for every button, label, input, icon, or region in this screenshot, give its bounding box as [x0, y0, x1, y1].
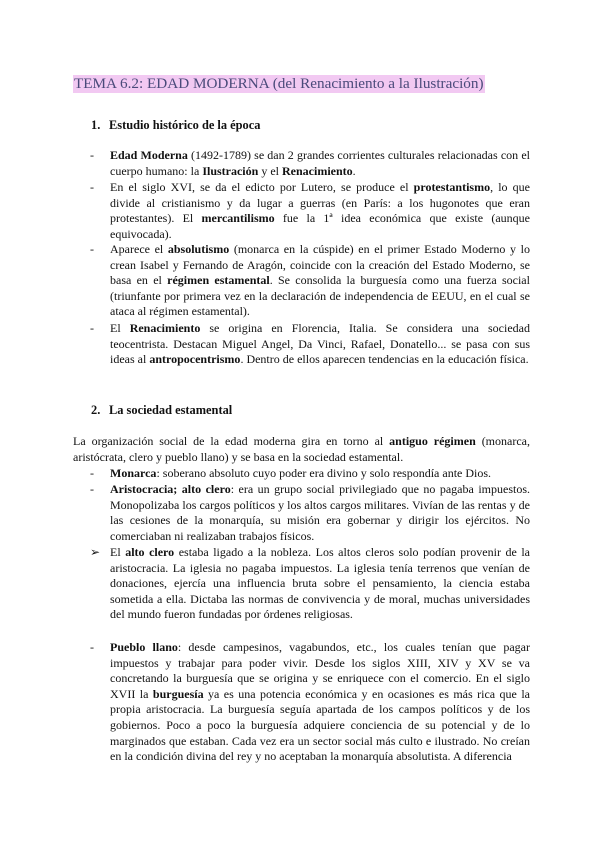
section-title: La sociedad estamental	[109, 403, 233, 417]
dash-marker: -	[90, 180, 94, 194]
dash-marker: -	[90, 482, 94, 496]
list-item: ➢ El alto clero estaba ligado a la nobleza. Los altos cleros solo podían provenir de la aristocracia. La iglesia no pagaba impuestos. La iglesia tenía terrenos que venían de donaciones, ejercía una influencia bruta sobre el pensamiento, la ciencia estaba sometida a ella. Dictaba las normas de convivencia y de moral, muchas universidades del mundo fueron fundadas por órdenes religiosas.	[90, 545, 530, 622]
section-heading-2	[91, 402, 232, 418]
section-number: 2.	[91, 403, 101, 417]
section-number: 1.	[91, 118, 101, 132]
section-heading-1	[91, 117, 260, 133]
dash-marker: -	[90, 640, 94, 654]
dash-marker: -	[90, 242, 94, 256]
section-title: Estudio histórico de la época	[109, 118, 261, 132]
list-item: - Aparece el absolutismo (monarca en la cúspide) en el primer Estado Moderno y lo crean Isabel y Fernando de Aragón, coincide con la creación del Estado Moderno, se basa en el régimen estamental. Se consolida la burguesía como una fuerza social (triunfante por primera vez en la declaración de independencia de EEUU, en el cual se ataca al régimen estamental).	[90, 242, 530, 319]
list-item: - Pueblo llano: desde campesinos, vagabundos, etc., los cuales tenían que pagar impuestos y trabajar para poder vivir. Desde los siglos XIII, XIV y XV se va concretando la burguesía que se origina y se enriquece con el comercio. En el siglo XVII la burguesía ya es una potencia económica y en ocasiones es más rica que la propia aristocracia. La burguesía seguía apartada de los campos políticos y de los gobiernos. Poco a poco la burguesía adquiere conciencia de su potencial y de lo marginados que estaban. Cada vez era un sector social más culto e ilustrado. No creían en la condición divina del rey y no aceptaban la monarquía absolutista. A diferencia	[90, 640, 530, 764]
dash-marker: -	[90, 321, 94, 335]
list-item: - El Renacimiento se origina en Florencia, Italia. Se considera una sociedad teocentrista. Destacan Miguel Angel, Da Vinci, Rafael, Donatello... se pasa con sus ideas al antropocentrismo. Dentro de ellos aparecen tendencias en la educación física.	[90, 321, 530, 367]
list-item: - Monarca: soberano absoluto cuyo poder era divino y solo respondía ante Dios.	[90, 466, 492, 480]
arrow-marker: ➢	[90, 545, 101, 559]
dash-marker: -	[90, 466, 94, 480]
document-title: TEMA 6.2: EDAD MODERNA (del Renacimiento a la Ilustración)	[74, 75, 484, 92]
intro-paragraph: La organización social de la edad moderna gira en torno al antiguo régimen (monarca, aristócrata, clero y pueblo llano) y se basa en la sociedad estamental.	[73, 434, 530, 464]
list-item: - Edad Moderna (1492-1789) se dan 2 grandes corrientes culturales relacionadas con el cuerpo humano: la Ilustración y el Renacimiento.	[90, 148, 530, 178]
dash-marker: -	[90, 148, 94, 162]
list-item: - En el siglo XVI, se da el edicto por Lutero, se produce el protestantismo, lo que divide al cristianismo y da lugar a guerras (en París: a los hugonotes que eran protestantes). El mercantilismo fue la 1ª idea económica que existe (aunque equivocada).	[90, 180, 530, 241]
list-item: - Aristocracia; alto clero: era un grupo social privilegiado que no pagaba impuestos. Monopolizaba los cargos políticos y los altos cargos militares. Vivían de las rentas y de las cesiones de la monarquía, su misión era gobernar y dirigir los ejércitos. No comerciaban ni realizaban trabajos físicos.	[90, 482, 530, 543]
